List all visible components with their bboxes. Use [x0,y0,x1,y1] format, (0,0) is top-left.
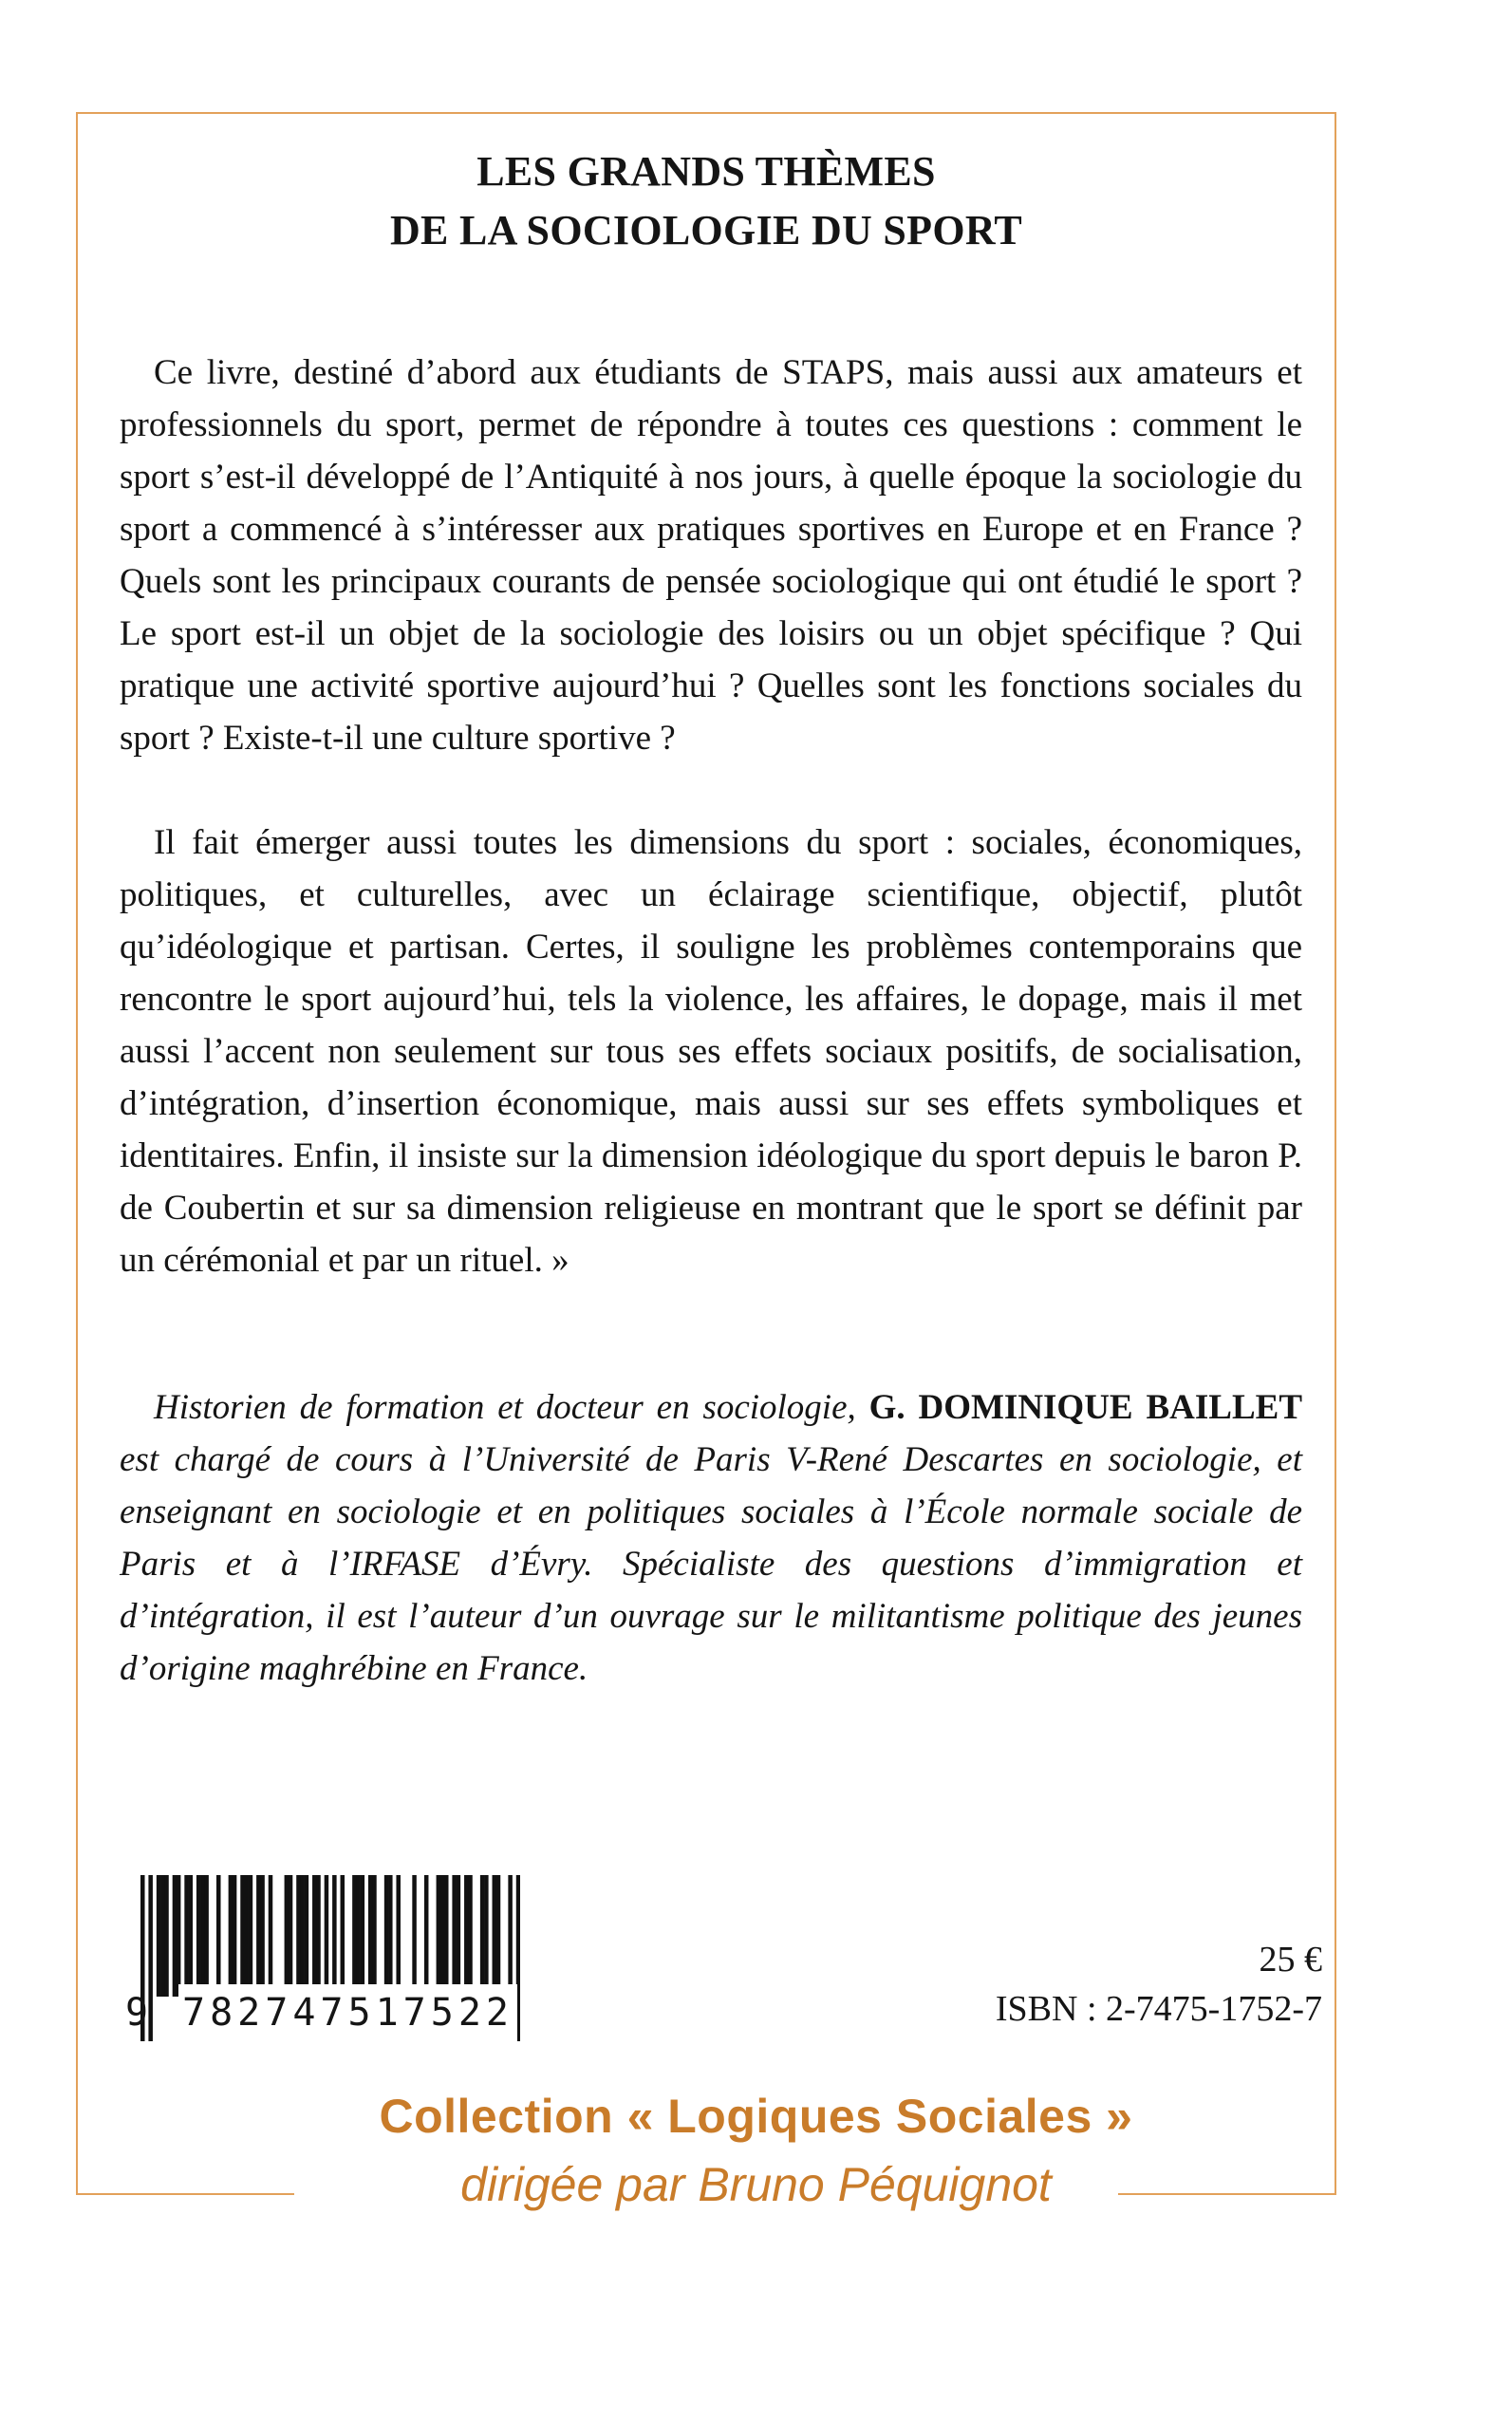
isbn-label: ISBN : 2-7475-1752-7 [995,1989,1322,2029]
barcode-bar [384,1875,389,1997]
barcode-bar [316,1875,321,1997]
barcode-bar [464,1875,469,1997]
barcode-bar [296,1875,301,1997]
barcode-bar [289,1875,293,1997]
barcode-bar [184,1875,189,1997]
price-label: 25 € [1259,1940,1322,1980]
barcode-bar [249,1875,253,1997]
summary-paragraph-1-text: Ce livre, destiné d’abord aux étudiants de STAPS, mais aussi aux amateurs et professionnels du sport, permet de répondre à toutes ces questions : comment le sport s’est-il développé de l’Antiquité à nos jours, à quelle époque la sociologie du sport a commencé à s’intéresser aux pratiques sportives en Europe et en France ? Quels sont les principaux courants de pensée sociologique qui ont étudié le sport ? Le sport est-il un objet de la sociologie des loisirs ou un objet spécifique ? Qui pratique une activité sportive aujourd’hui ? Quelles sont les fonctions sociales du sport ? Existe-t-il une culture sportive ? [120,353,1302,758]
barcode-bar [493,1875,497,1997]
barcode-bar [240,1875,245,1997]
barcode-bar [372,1875,377,1997]
barcode-bar [233,1875,237,1997]
author-bio-intro: Historien de formation et docteur en sociologie, [154,1388,869,1427]
barcode-bar [157,1875,161,1997]
barcode-bar [216,1875,221,1997]
barcode-bar [496,1875,501,1997]
barcode-bar [361,1875,365,1997]
barcode-bar [196,1875,201,1997]
author-name-last: BAILLET [1146,1388,1302,1427]
barcode-bar [177,1875,181,1997]
summary-paragraph-2-text: Il fait émerger aussi toutes les dimensions du sport : sociales, économiques, politiques, et culturelles, avec un éclairage scientifique, objectif, plutôt qu’idéologique et partisan. Certes, il souligne les problèmes contemporains que rencontre le sport aujourd’hui, tels la violence, les affaires, le dopage, mais il met aussi l’accent non seulement sur tous ses effets sociaux positifs, de socialisation, d’intégration, d’insertion économique, mais aussi sur ses effets symboliques et identitaires. Enfin, il insiste sur la dimension idéologique du sport depuis le baron P. de Coubertin et sur sa dimension religieuse en montrant que le sport se définit par un cérémonial et par un rituel. » [120,823,1302,1280]
author-name-first: G. DOMINIQUE [868,1388,1133,1427]
barcode-bar [484,1875,489,1997]
barcode-bar [285,1875,289,1997]
barcode-bar [444,1875,449,1997]
barcode-bar [452,1875,457,1997]
barcode-bar [189,1875,194,1997]
barcode-bar [457,1875,461,1997]
barcode-bar [468,1875,473,1997]
barcode-bar [300,1875,305,1997]
barcode-bar [437,1875,441,1997]
barcode-bar [260,1875,265,1997]
book-title-line-2: DE LA SOCIOLOGIE DU SPORT [389,207,1023,253]
author-bio [120,1381,1302,1695]
barcode-bar [200,1875,205,1997]
barcode-number: 782747517522 [178,1984,517,2041]
barcode-bar [305,1875,309,1997]
summary-paragraph-1 [120,347,1302,764]
barcode-bar [440,1875,445,1997]
barcode-bar [368,1875,373,1997]
barcode-bar [412,1875,417,1997]
barcode-bar [269,1875,273,1997]
barcode-bar [356,1875,361,1997]
barcode-bar [256,1875,261,1997]
author-bio-text: est chargé de cours à l’Université de Paris V-René Descartes en sociologie, et enseignant en sociologie et en politiques sociales à l’École normale sociale de Paris et à l’IRFASE d’Évry. Spécialiste des questions d’immigration et d’intégration, il est l’auteur d’un ouvrage sur le militantisme politique des jeunes d’origine maghrébine en France. [120,1440,1302,1688]
barcode-bar [352,1875,357,1997]
barcode-bar [388,1875,393,1997]
barcode-bar [312,1875,317,1997]
summary-paragraph-2 [120,816,1302,1286]
barcode-bar [341,1875,345,1997]
book-title [76,142,1336,260]
barcode-bar [204,1875,209,1997]
barcode-bar [396,1875,401,1997]
barcode-bar [173,1875,177,1997]
barcode-bar [164,1875,169,1997]
barcode-first-digit: 9 [125,1991,154,2035]
barcode-bar [424,1875,429,1997]
collection-name: Collection « Logiques Sociales » [379,2090,1133,2143]
barcode-digits [125,1984,533,2041]
barcode-bar [160,1875,165,1997]
barcode-bar [480,1875,485,1997]
barcode-bar [244,1875,249,1997]
collection-director: dirigée par Bruno Péquignot [460,2158,1052,2211]
barcode-bar [229,1875,233,1997]
book-title-line-1: LES GRANDS THÈMES [476,148,936,195]
